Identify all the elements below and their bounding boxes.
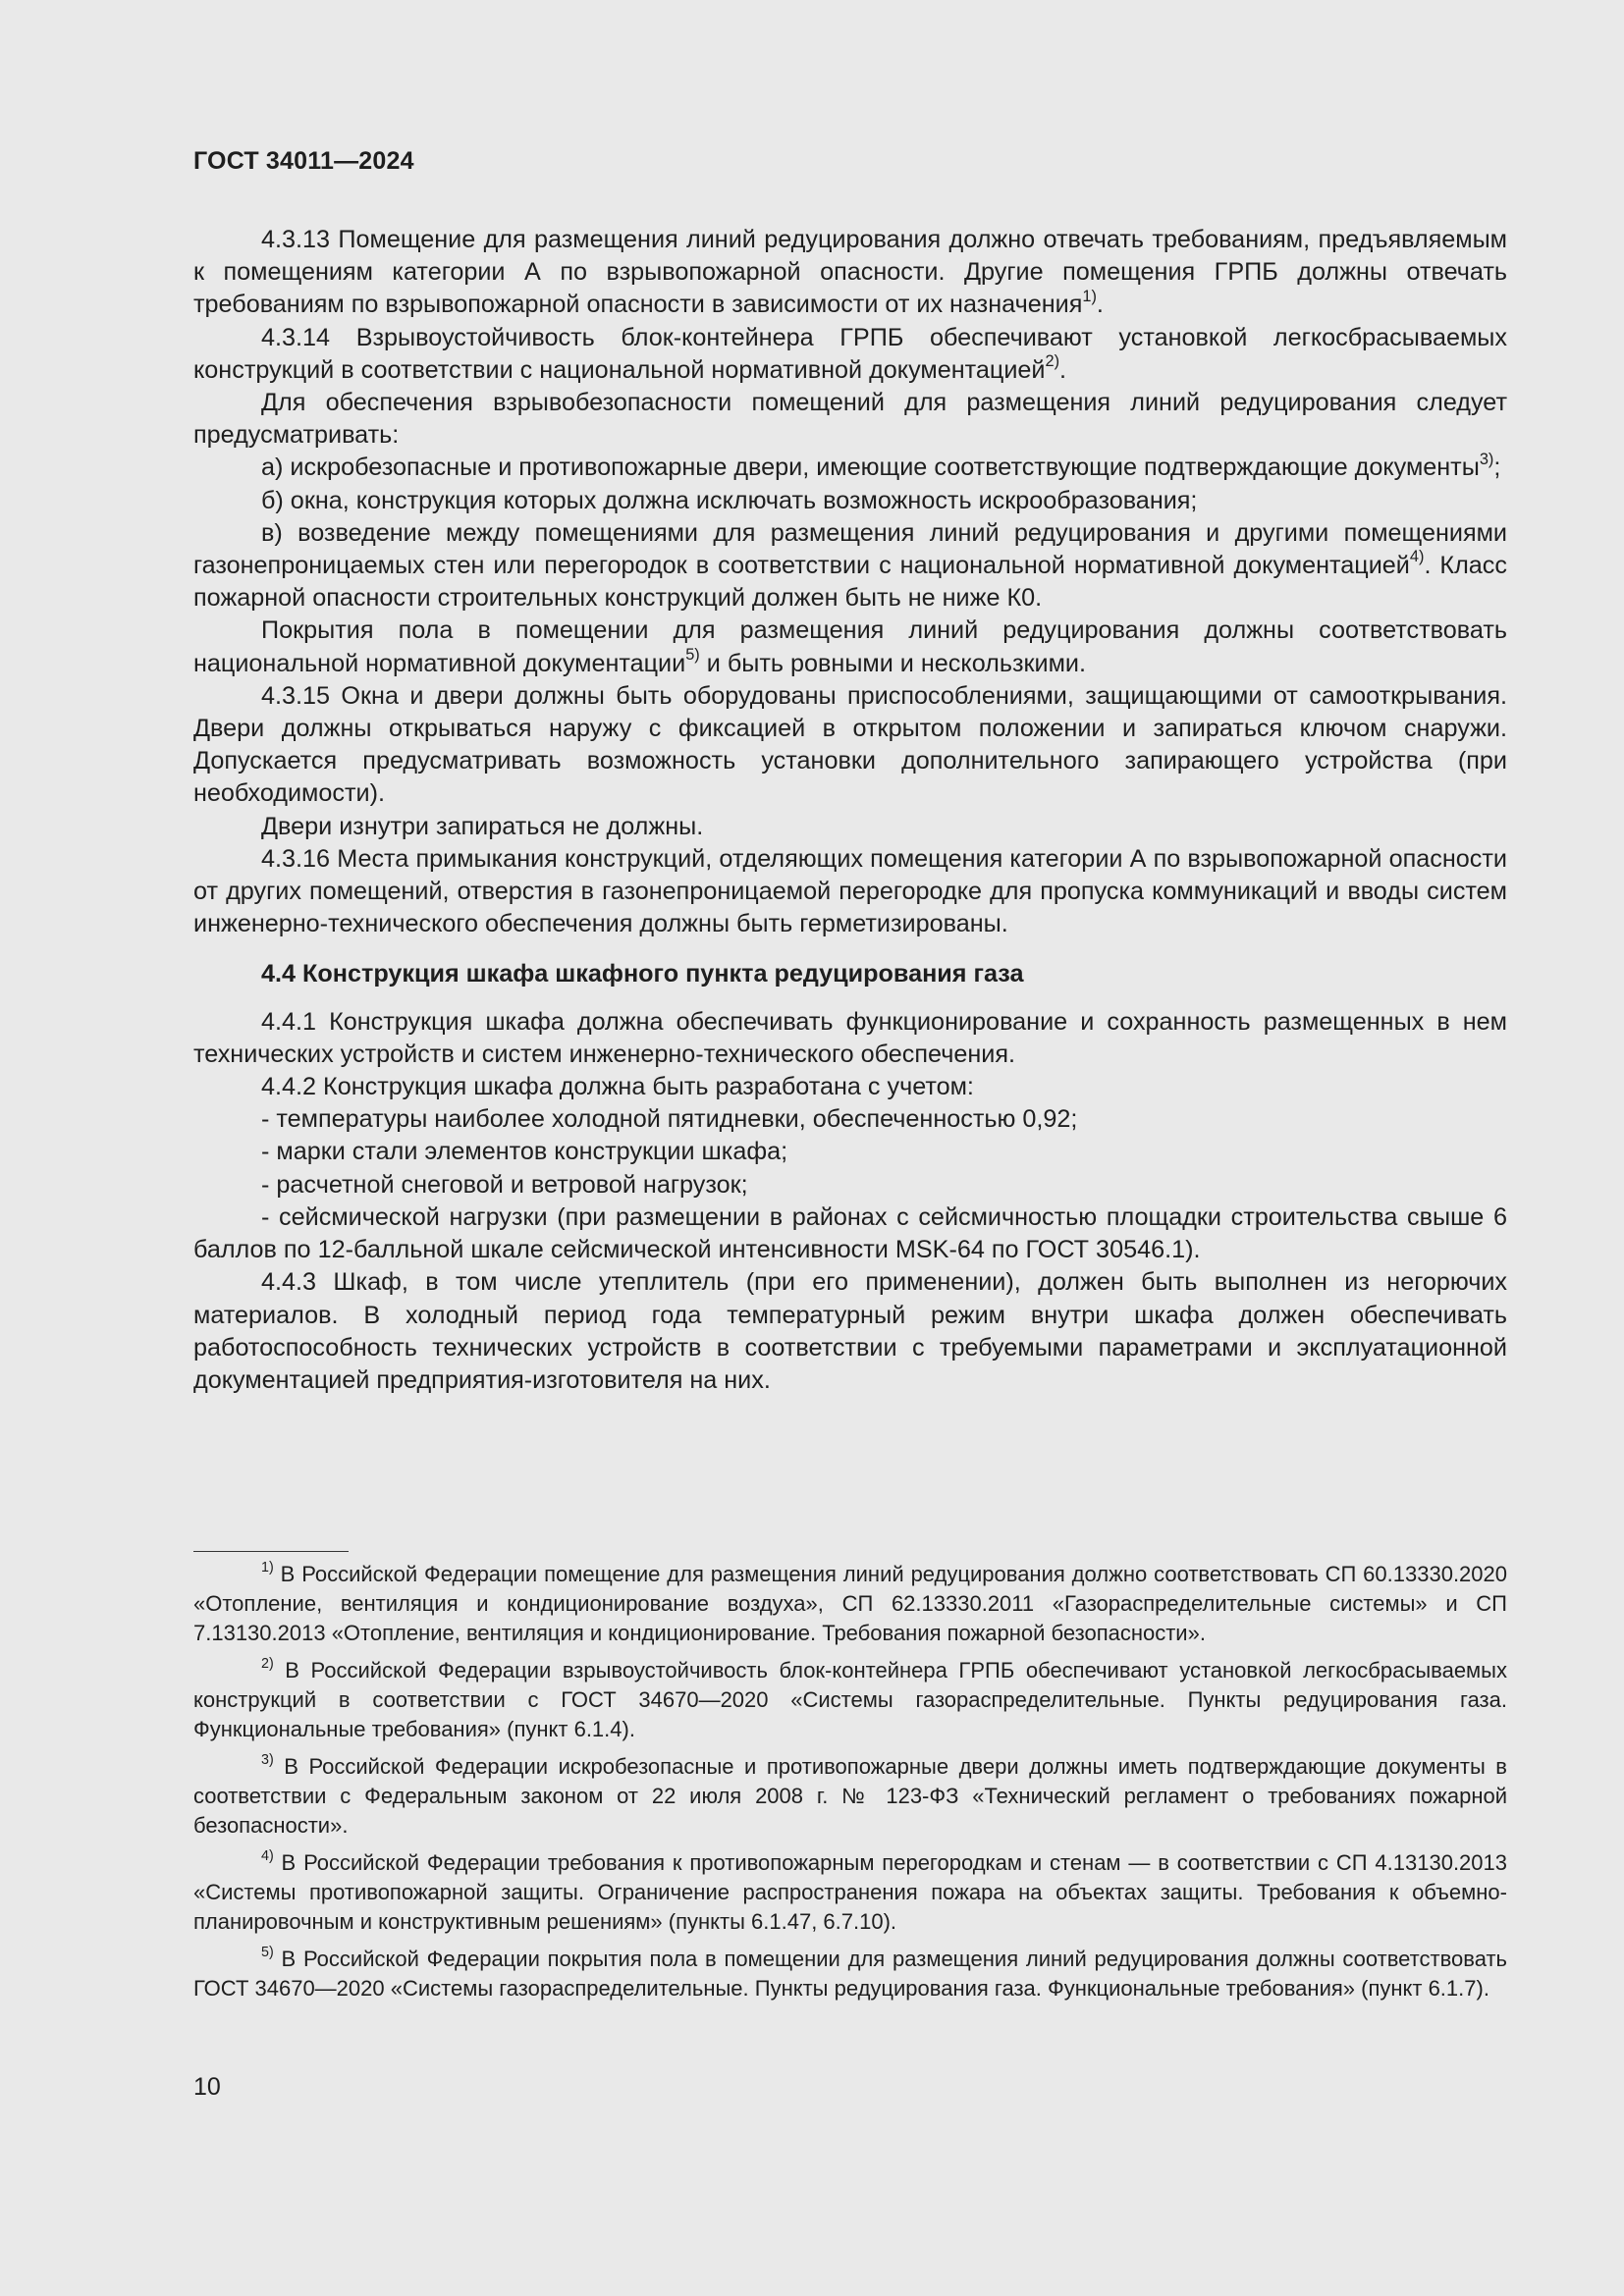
paragraph-4-4-1: 4.4.1 Конструкция шкафа должна обеспечивать функционирование и сохранность размещенных в нем технических устройств и систем инженерно-технического обеспечения.	[193, 1007, 1507, 1068]
footnote-separator	[193, 1551, 349, 1552]
paragraph-text: 4.3.14 Взрывоустойчивость блок-контейнера ГРПБ обеспечивают установкой легкосбрасываемых конструкций в соответствии с национальной нормативной документацией	[193, 323, 1507, 384]
paragraph-doors-inside: Двери изнутри запираться не должны.	[261, 812, 704, 840]
footnote-text: В Российской Федерации взрывоустойчивость блок-контейнера ГРПБ обеспечивают установкой легкосбрасываемых конструкций в соответствии с ГОСТ 34670—2020 «Системы газораспределительные. Пункты редуцирования газа. Функциональные требования» (пункт 6.1.4).	[193, 1658, 1507, 1741]
paragraph-text: 4.3.13 Помещение для размещения линий редуцирования должно отвечать требованиям, предъявляемым к помещениям категории А по взрывопожарной опасности. Другие помещения ГРПБ должны отвечать требованиям по взрывопожарной опасности в зависимости от их назначения	[193, 226, 1507, 319]
paragraph-4-4-2: 4.4.2 Конструкция шкафа должна быть разработана с учетом:	[261, 1073, 974, 1101]
footnotes	[193, 1560, 1507, 2011]
footnote-mark: 4)	[261, 1847, 274, 1864]
list-item-steel-grade: - марки стали элементов конструкции шкафа;	[261, 1138, 788, 1166]
footnote-text: В Российской Федерации требования к противопожарным перегородкам и стенам — в соответствии с СП 4.13130.2013 «Системы противопожарной защиты. Ограничение распространения пожара на объектах защиты. Требования к объемно-планировочным и конструктивным решениям» (пункты 6.1.47, 6.7.10).	[193, 1850, 1507, 1934]
list-item-a	[193, 452, 1507, 484]
paragraph-4-4-3: 4.4.3 Шкаф, в том числе утеплитель (при его применении), должен быть выполнен из негорючих материалов. В холодный период года температурный режим внутри шкафа должен обеспечивать работоспособность технических устройств в соответствии с требуемыми параметрами и эксплуатационной документацией предприятия-изготовителя на них.	[193, 1268, 1507, 1394]
main-text	[193, 224, 1507, 1397]
document-code-header: ГОСТ 34011—2024	[193, 147, 414, 175]
footnote-text: В Российской Федерации искробезопасные и противопожарные двери должны иметь подтверждающие документы в соответствии с Федеральным законом от 22 июля 2008 г. № 123-ФЗ «Технический регламент о требованиях пожарной безопасности».	[193, 1754, 1507, 1838]
footnote-1	[193, 1560, 1507, 1648]
paragraph-4-3-16: 4.3.16 Места примыкания конструкций, отделяющих помещения категории А по взрывопожарной опасности от других помещений, отверстия в газонепроницаемой перегородке для пропуска коммуникаций и вводы систем инженерно-технического обеспечения должны быть герметизированы.	[193, 844, 1507, 938]
footnote-3	[193, 1752, 1507, 1841]
list-item-v	[193, 517, 1507, 615]
paragraph-text: Покрытия пола в помещении для размещения линий редуцирования должны соответствовать национальной нормативной документации	[193, 616, 1507, 677]
paragraph-4-3-14	[193, 322, 1507, 387]
footnote-text: В Российской Федерации покрытия пола в помещении для размещения линий редуцирования должны соответствовать ГОСТ 34670—2020 «Системы газораспределительные. Пункты редуцирования газа. Функциональные требования» (пункт 6.1.7).	[193, 1947, 1507, 2001]
list-item-b: б) окна, конструкция которых должна исключать возможность искрообразования;	[261, 486, 1198, 514]
paragraph-4-3-15: 4.3.15 Окна и двери должны быть оборудованы приспособлениями, защищающими от самооткрывания. Двери должны открываться наружу с фиксацией в открытом положении и запираться ключом снаружи. Допускается предусматривать возможность установки дополнительного запирающего устройства (при необходимости).	[193, 681, 1507, 808]
footnote-4	[193, 1848, 1507, 1937]
paragraph-explosion-safety: Для обеспечения взрывобезопасности помещений для размещения линий редуцирования следует предусматривать:	[193, 389, 1507, 450]
page-number: 10	[193, 2073, 221, 2101]
list-item-loads: - расчетной снеговой и ветровой нагрузок;	[261, 1170, 748, 1199]
footnote-ref-1[interactable]: 1)	[1082, 287, 1097, 305]
footnote-mark: 2)	[261, 1655, 274, 1672]
footnote-ref-2[interactable]: 2)	[1045, 351, 1060, 370]
footnote-ref-4[interactable]: 4)	[1409, 548, 1425, 566]
paragraph-4-3-13	[193, 224, 1507, 322]
list-item-text: в) возведение между помещениями для размещения линий редуцирования и другими помещениями газонепроницаемых стен или перегородок в соответствии с национальной нормативной документацией	[193, 518, 1507, 580]
list-item-seismic: - сейсмической нагрузки (при размещении в районах с сейсмичностью площадки строительства свыше 6 баллов по 12-балльной шкале сейсмической интенсивности MSK-64 по ГОСТ 30546.1).	[193, 1202, 1507, 1264]
footnote-ref-5[interactable]: 5)	[685, 645, 700, 664]
paragraph-floor-coverings	[193, 614, 1507, 679]
footnote-mark: 3)	[261, 1751, 274, 1768]
paragraph-tail: .	[1096, 291, 1104, 319]
list-item-tail: . Класс пожарной опасности строительных конструкций должен быть не ниже К0.	[193, 552, 1507, 613]
footnote-text: В Российской Федерации помещение для размещения линий редуцирования должно соответствовать СП 60.13330.2020 «Отопление, вентиляция и кондиционирование воздуха», СП 62.13330.2011 «Газораспределительные системы» и СП 7.13130.2013 «Отопление, вентиляция и кондиционирование. Требования пожарной безопасности».	[193, 1562, 1507, 1645]
footnote-mark: 5)	[261, 1944, 274, 1960]
footnote-ref-3[interactable]: 3)	[1479, 450, 1494, 468]
list-item-text: а) искробезопасные и противопожарные двери, имеющие соответствующие подтверждающие документы	[261, 454, 1480, 482]
paragraph-tail: .	[1059, 355, 1067, 384]
list-item-temperature: - температуры наиболее холодной пятидневки, обеспеченностью 0,92;	[261, 1105, 1078, 1134]
footnote-mark: 1)	[261, 1559, 274, 1575]
paragraph-tail: и быть ровными и нескользкими.	[699, 649, 1086, 677]
list-item-tail: ;	[1493, 454, 1501, 482]
footnote-5	[193, 1945, 1507, 2003]
footnote-2	[193, 1656, 1507, 1744]
section-heading-4-4: 4.4 Конструкция шкафа шкафного пункта редуцирования газа	[261, 960, 1024, 988]
